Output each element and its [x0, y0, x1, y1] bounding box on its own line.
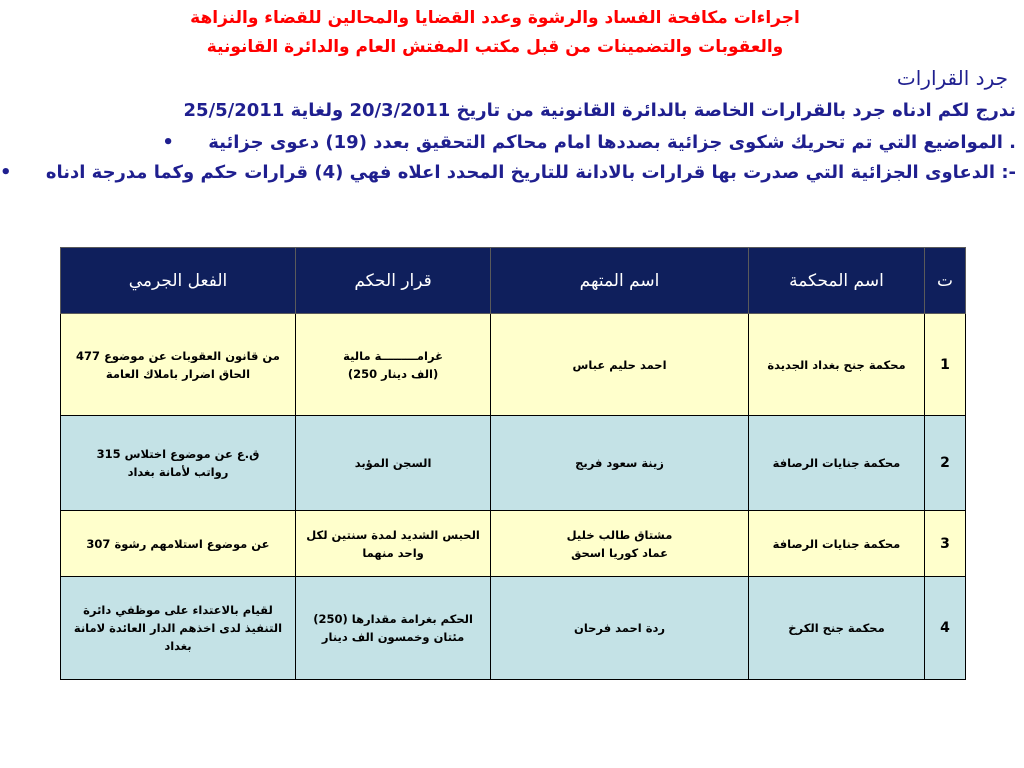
column-header-accused: اسم المتهم	[491, 248, 749, 314]
table-row	[61, 511, 966, 577]
row-number: 4	[925, 577, 966, 680]
table-row	[61, 577, 966, 680]
section-title: جرد القرارات	[896, 66, 1008, 90]
act-cell: ق.ع عن موضوع اختلاس 315 رواتب لأمانة بغداد	[61, 416, 296, 511]
verdict-cell: السجن المؤبد	[295, 416, 490, 511]
accused-cell: مشتاق طالب خليل عماد كوريا اسحق	[491, 511, 749, 577]
court-cell: محكمة جنايات الرصافة	[748, 511, 924, 577]
intro-line-1-text: ندرج لكم ادناه جرد بالقرارات الخاصة بالدائرة القانونية من تاريخ 20/3/2011 ولغاية 25/5/2011	[183, 100, 1016, 121]
row-number: 1	[925, 314, 966, 416]
column-header-number: ت	[925, 248, 966, 314]
intro-line-2-text: . المواضيع التي تم تحريك شكوى جزائية بصددها امام محاكم التحقيق بعدد (19) دعوى جزائية	[208, 132, 1016, 153]
header-line-2: والعقوبات والتضمينات من قبل مكتب المفتش العام والدائرة القانونية	[206, 37, 784, 57]
row-number: 2	[925, 416, 966, 511]
page-header	[0, 4, 990, 62]
intro-line-1	[184, 100, 1016, 121]
bullet-icon: •	[162, 132, 174, 153]
intro-line-3-text: -: الدعاوى الجزائية التي صدرت بها قرارات بالادانة للتاريخ المحدد اعلاه فهي (4) قرارات حكم وكما مدرجة ادناه	[45, 162, 1016, 183]
court-cell: محكمة جنايات الرصافة	[748, 416, 924, 511]
decisions-table	[60, 247, 966, 680]
act-cell: لقيام بالاعتداء على موظفي دائرة التنفيذ لدى اخذهم الدار العائدة لامانة بغداد	[61, 577, 296, 680]
verdict-cell: الحبس الشديد لمدة سنتين لكل واحد منهما	[295, 511, 490, 577]
table-header-row	[61, 248, 966, 314]
header-line-1: اجراءات مكافحة الفساد والرشوة وعدد القضايا والمحالين للقضاء والنزاهة	[190, 8, 800, 28]
row-number: 3	[925, 511, 966, 577]
accused-cell: احمد حليم عباس	[491, 314, 749, 416]
act-cell: من قانون العقوبات عن موضوع 477 الحاق اضرار باملاك العامة	[61, 314, 296, 416]
act-cell: عن موضوع استلامهم رشوة 307	[61, 511, 296, 577]
intro-line-3	[0, 162, 1016, 183]
verdict-cell: الحكم بغرامة مقدارها (250) مئتان وخمسون الف دينار	[295, 577, 490, 680]
bullet-icon: •	[0, 162, 12, 183]
column-header-verdict: قرار الحكم	[295, 248, 490, 314]
column-header-court: اسم المحكمة	[748, 248, 924, 314]
accused-cell: ردة احمد فرحان	[491, 577, 749, 680]
verdict-cell: غرامـــــــــة مالية (الف دينار 250)	[295, 314, 490, 416]
intro-line-2	[162, 132, 1016, 153]
court-cell: محكمة جنح بغداد الجديدة	[748, 314, 924, 416]
table-row	[61, 314, 966, 416]
accused-cell: زينة سعود فريج	[491, 416, 749, 511]
table-row	[61, 416, 966, 511]
court-cell: محكمة جنح الكرخ	[748, 577, 924, 680]
column-header-act: الفعل الجرمي	[61, 248, 296, 314]
